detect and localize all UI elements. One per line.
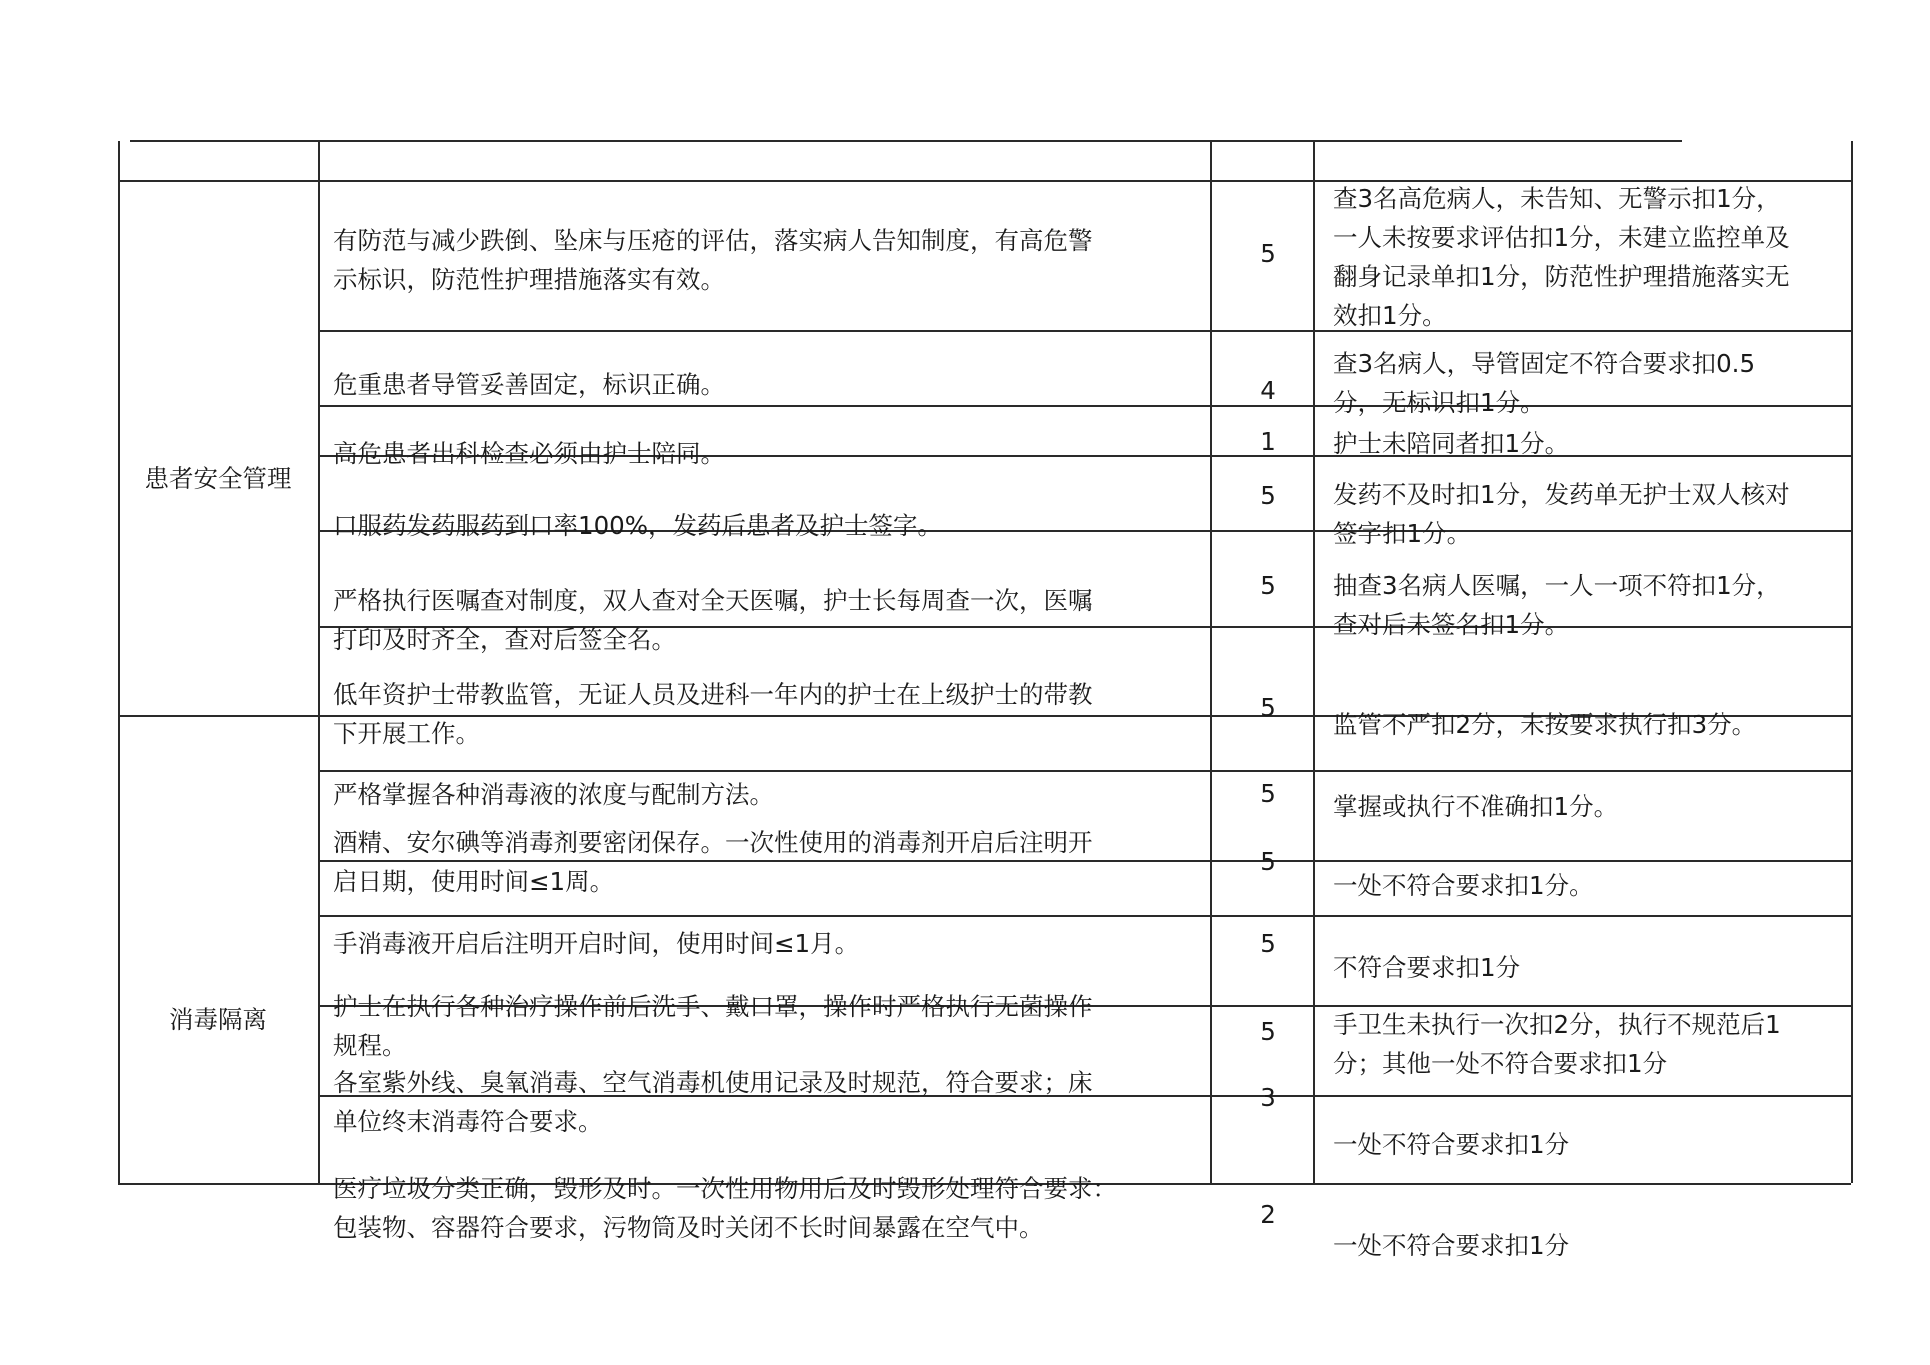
score-value: 5 (1260, 779, 1276, 808)
section-label: 消毒隔离 (169, 1005, 267, 1034)
score-value: 5 (1260, 571, 1276, 600)
standard-text-line: 口服药发药服药到口率100%，发药后患者及护士签字。 (333, 511, 943, 540)
deduction-text-line: 不符合要求扣1分 (1333, 953, 1521, 982)
deduction-text-line: 查3名病人，导管固定不符合要求扣0.5 (1333, 349, 1756, 378)
score-value: 2 (1260, 1200, 1276, 1229)
grid-line-horizontal (318, 405, 1851, 407)
score-value: 5 (1260, 693, 1276, 722)
deduction-text-line: 抽查3名病人医嘱，一人一项不符扣1分， (1333, 571, 1781, 600)
grid-line-vertical (1851, 141, 1853, 1183)
standard-text-line: 各室紫外线、臭氧消毒、空气消毒机使用记录及时规范，符合要求；床 (333, 1068, 1093, 1097)
deduction-text-line: 护士未陪同者扣1分。 (1333, 429, 1570, 458)
score-value: 3 (1260, 1083, 1276, 1112)
deduction-text-line: 分，无标识扣1分。 (1333, 388, 1545, 417)
score-value: 5 (1260, 481, 1276, 510)
standard-text-line: 医疗垃圾分类正确，毁形及时。一次性用物用后及时毁形处理符合要求： (333, 1174, 1117, 1203)
deduction-text-line: 掌握或执行不准确扣1分。 (1333, 792, 1619, 821)
standard-text-line: 启日期，使用时间≤1周。 (333, 867, 615, 896)
deduction-text-line: 发药不及时扣1分，发药单无护士双人核对 (1333, 480, 1790, 509)
deduction-text-line: 一处不符合要求扣1分 (1333, 1130, 1570, 1159)
deduction-text-line: 一人未按要求评估扣1分，未建立监控单及 (1333, 223, 1790, 252)
grid-line-vertical (1210, 141, 1212, 1183)
grid-line-horizontal (318, 915, 1851, 917)
grid-line-horizontal (318, 770, 1851, 772)
score-value: 1 (1260, 427, 1276, 456)
grid-line-horizontal (318, 330, 1851, 332)
deduction-text-line: 查对后未签名扣1分。 (1333, 610, 1570, 639)
standard-text-line: 下开展工作。 (333, 719, 480, 748)
score-value: 5 (1260, 929, 1276, 958)
grid-line-vertical (1313, 141, 1315, 1183)
standard-text-line: 护士在执行各种治疗操作前后洗手、戴口罩，操作时严格执行无菌操作 (333, 992, 1093, 1021)
standard-text-line: 单位终末消毒符合要求。 (333, 1107, 603, 1136)
score-value: 5 (1260, 847, 1276, 876)
deduction-text-line: 查3名高危病人，未告知、无警示扣1分， (1333, 184, 1781, 213)
standard-text-line: 规程。 (333, 1031, 407, 1060)
standard-text-line: 高危患者出科检查必须由护士陪同。 (333, 439, 725, 468)
deduction-text-line: 一处不符合要求扣1分 (1333, 1231, 1570, 1260)
deduction-text-line: 效扣1分。 (1333, 301, 1447, 330)
grid-line-vertical (318, 141, 320, 1183)
standard-text-line: 严格掌握各种消毒液的浓度与配制方法。 (333, 780, 774, 809)
score-value: 4 (1260, 376, 1276, 405)
grid-line-horizontal (130, 140, 1682, 142)
deduction-text-line: 一处不符合要求扣1分。 (1333, 871, 1594, 900)
score-value: 5 (1260, 239, 1276, 268)
standard-text-line: 打印及时齐全，查对后签全名。 (333, 625, 676, 654)
standard-text-line: 酒精、安尔碘等消毒剂要密闭保存。一次性使用的消毒剂开启后注明开 (333, 828, 1093, 857)
standard-text-line: 严格执行医嘱查对制度，双人查对全天医嘱，护士长每周查一次，医嘱 (333, 586, 1093, 615)
deduction-text-line: 分；其他一处不符合要求扣1分 (1333, 1049, 1668, 1078)
score-value: 5 (1260, 1017, 1276, 1046)
standard-text-line: 危重患者导管妥善固定，标识正确。 (333, 370, 725, 399)
section-label: 患者安全管理 (144, 464, 292, 493)
standard-text-line: 示标识，防范性护理措施落实有效。 (333, 265, 725, 294)
deduction-text-line: 手卫生未执行一次扣2分，执行不规范后1 (1333, 1010, 1781, 1039)
deduction-text-line: 监管不严扣2分，未按要求执行扣3分。 (1333, 710, 1757, 739)
standard-text-line: 低年资护士带教监管，无证人员及进科一年内的护士在上级护士的带教 (333, 680, 1093, 709)
deduction-text-line: 翻身记录单扣1分，防范性护理措施落实无 (1333, 262, 1790, 291)
standard-text-line: 包装物、容器符合要求，污物筒及时关闭不长时间暴露在空气中。 (333, 1213, 1044, 1242)
standard-text-line: 有防范与减少跌倒、坠床与压疮的评估，落实病人告知制度，有高危警 (333, 226, 1093, 255)
deduction-text-line: 签字扣1分。 (1333, 519, 1472, 548)
standard-text-line: 手消毒液开启后注明开启时间，使用时间≤1月。 (333, 929, 860, 958)
